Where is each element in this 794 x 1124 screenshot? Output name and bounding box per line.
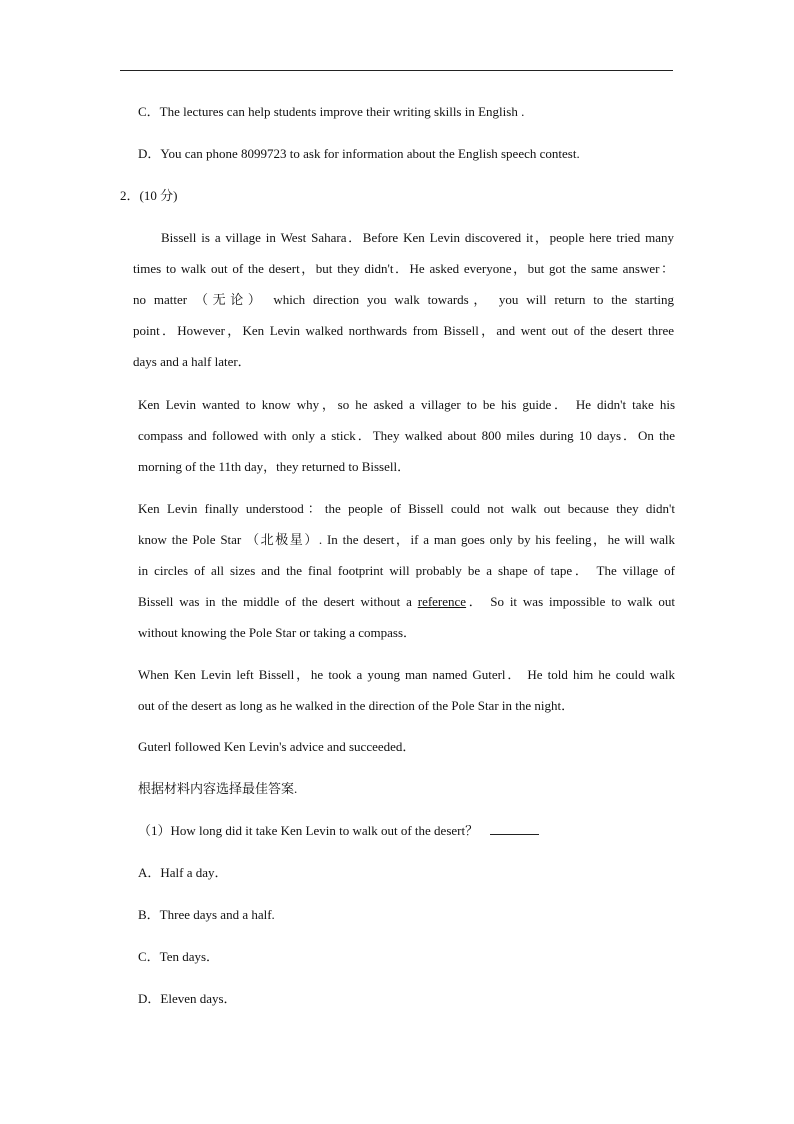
passage-paragraph-4 (138, 659, 675, 721)
passage-line: out of the desert as long as he walked in the direction of the Pole Star in the night． (138, 698, 575, 713)
answer-blank (490, 822, 539, 835)
passage-paragraph-2 (138, 389, 675, 482)
sub-question-text: （1）How long did it take Ken Levin to walk out of the desert？ (138, 823, 479, 838)
passage-line: days and a half later． (133, 354, 251, 369)
passage-text: Bissell was in the middle of the desert without a (138, 594, 418, 609)
passage-paragraph-3 (138, 493, 675, 648)
option-c: C．Ten days． (138, 949, 220, 964)
sub-question-1 (138, 822, 539, 840)
option-d: D．Eleven days． (138, 991, 237, 1006)
option-a: A．Half a day． (138, 865, 228, 880)
passage-paragraph-5: Guterl followed Ken Levin's advice and succeeded． (138, 739, 416, 754)
header-rule (120, 70, 673, 71)
passage-line: morning of the 11th day，they returned to Bissell． (138, 459, 411, 474)
passage-line: Bissell is a village in West Sahara．Before Ken Levin discovered it，people here tried many (161, 230, 674, 245)
passage-line: know the Pole Star （北极星）. In the desert，if a man goes only by his feeling，he will walk (138, 532, 675, 547)
prev-option-c: C．The lectures can help students improve their writing skills in English . (138, 104, 525, 119)
passage-line: Ken Levin finally understood：the people of Bissell could not walk out because they didn't (138, 501, 675, 516)
instruction-text: 根据材料内容选择最佳答案. (138, 781, 298, 796)
passage-line: point．However，Ken Levin walked northwards from Bissell，and went out of the desert three (133, 323, 674, 338)
question-number: 2．(10 分) (120, 188, 178, 203)
prev-option-d: D．You can phone 8099723 to ask for information about the English speech contest. (138, 146, 580, 161)
option-b: B．Three days and a half. (138, 907, 275, 922)
passage-paragraph-1 (133, 222, 674, 377)
passage-text: ． So it was impossible to walk out (466, 594, 675, 609)
passage-line: compass and followed with only a stick．They walked about 800 miles during 10 days．On the (138, 428, 675, 443)
passage-line: When Ken Levin left Bissell，he took a young man named Guterl． He told him he could walk (138, 667, 675, 682)
passage-line (138, 586, 675, 617)
underlined-word-reference: reference (417, 594, 467, 609)
passage-line: no matter （无论） which direction you walk towards， you will return to the starting (133, 292, 674, 307)
passage-line: in circles of all sizes and the final footprint will probably be a shape of tape． The village of (138, 563, 675, 578)
passage-line: without knowing the Pole Star or taking a compass． (138, 625, 417, 640)
passage-line: times to walk out of the desert，but they didn't．He asked everyone，but got the same answer： (133, 261, 674, 276)
passage-line: Ken Levin wanted to know why，so he asked a villager to be his guide． He didn't take his (138, 397, 675, 412)
